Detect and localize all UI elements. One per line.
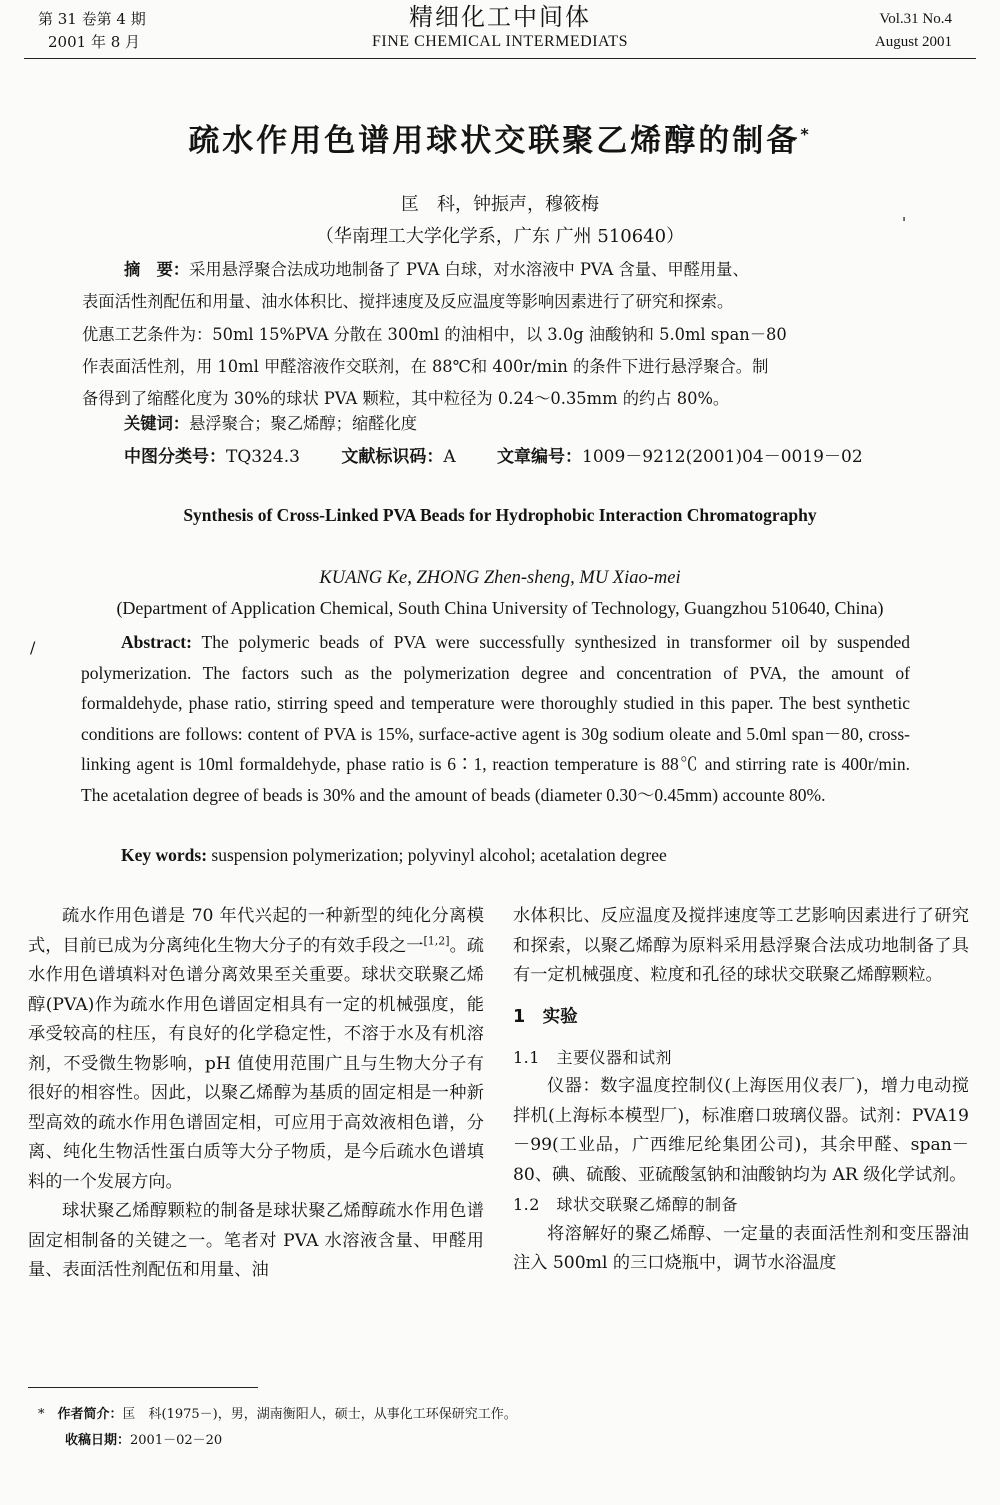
keywords-en	[121, 845, 667, 866]
clc-value: TQ324.3	[226, 447, 300, 467]
abstract-en-label: Abstract:	[121, 632, 192, 652]
keywords-cn	[124, 410, 417, 434]
abstract-cn-line: 表面活性剂配伍和用量、油水体积比、搅拌速度及反应温度等影响因素进行了研究和探索。	[82, 292, 734, 312]
authors-en: KUANG Ke, ZHONG Zhen-sheng, MU Xiao-mei	[319, 568, 681, 588]
footnote-author-label: 作者简介：	[57, 1407, 123, 1422]
paper-title-en: Synthesis of Cross-Linked PVA Beads for Hydrophobic Interaction Chromatography	[183, 505, 817, 525]
footnote-date-text: 2001－02－20	[130, 1433, 223, 1448]
affiliation-en: (Department of Application Chemical, South China University of Technology, Guangzhou 510640, China)	[116, 598, 884, 618]
abstract-cn-line: 备得到了缩醛化度为 30%的球状 PVA 颗粒，其中粒径为 0.24～0.35mm 的约占 80%。	[82, 389, 730, 409]
title-footnote-mark: *	[800, 124, 812, 144]
citation-ref: [1,2]	[423, 933, 450, 947]
abstract-en-text: The polymeric beads of PVA were successfully synthesized in transformer oil by suspended polymerization. The factors such as the polymerization degree and concentration of PVA, the amount of formaldehyde, phase ratio, stirring speed and temperature were thoroughly studied in this paper. The best synthetic conditions are follows: content of PVA is 15%, surface-active agent is 30g sodium oleate and 5.0ml span－80, cross-linking agent is 10ml formaldehyde, phase ratio is 6∶1, reaction temperature is 88℃ and stirring rate is 400r/min. The acetalation degree of beads is 30% and the amount of beads (diameter 0.30～0.45mm) accounte 80%.	[81, 632, 911, 805]
body-right-column	[513, 902, 969, 1279]
doc-code-value: A	[443, 447, 456, 467]
footnote-rule	[28, 1387, 258, 1388]
classification-line	[124, 442, 899, 467]
title-text: 疏水作用色谱用球状交联聚乙烯醇的制备	[188, 123, 801, 159]
footnote-mark: *	[38, 1407, 45, 1422]
body-paragraph: 球状聚乙烯醇颗粒的制备是球状聚乙烯醇疏水作用色谱固定相制备的关键之一。笔者对 PVA 水溶液含量、甲醛用量、表面活性剂配伍和用量、油	[28, 1201, 484, 1280]
authors-cn: 匡 科，钟振声，穆筱梅	[401, 194, 599, 215]
footnote	[38, 1402, 517, 1454]
abstract-cn-line: 优惠工艺条件为：50ml 15%PVA 分散在 300ml 的油相中，以 3.0g 油酸钠和 5.0ml span－80	[82, 324, 787, 344]
clc-label: 中图分类号：	[124, 447, 226, 467]
body-paragraph: 将溶解好的聚乙烯醇、一定量的表面活性剂和变压器油注入 500ml 的三口烧瓶中，调节水浴温度	[513, 1223, 969, 1273]
issue-date-en: August 2001	[874, 34, 952, 50]
abstract-cn-line: 摘 要：采用悬浮聚合法成功地制备了 PVA 白球，对水溶液中 PVA 含量、甲醛用量、	[124, 260, 749, 279]
volume-issue-en: Vol.31 No.4	[879, 11, 952, 27]
body-paragraph: 水体积比、反应温度及搅拌速度等工艺影响因素进行了研究和探索，以聚乙烯醇为原料采用悬浮聚合法成功地制备了具有一定机械强度、粒度和孔径的球状交联聚乙烯醇颗粒。	[513, 906, 969, 985]
abstract-cn-label: 摘 要：	[124, 260, 190, 279]
stray-mark-en: /	[30, 638, 36, 657]
keywords-en-label: Key words:	[121, 845, 208, 865]
issue-date: 2001 年 8 月	[48, 33, 141, 51]
doc-code-label: 文献标识码：	[341, 447, 444, 467]
issue-info-en	[875, 8, 952, 54]
subsection-heading: 1.2 球状交联聚乙烯醇的制备	[513, 1195, 738, 1214]
subsection-heading: 1.1 主要仪器和试剂	[513, 1047, 672, 1067]
journal-name-en: FINE CHEMICAL INTERMEDIATS	[372, 33, 628, 50]
section-heading: 1 实验	[513, 1006, 578, 1027]
footnote-date	[38, 1428, 517, 1454]
body-left-column	[28, 902, 484, 1286]
journal-name	[330, 2, 670, 52]
issue-info	[38, 8, 146, 54]
abstract-en	[81, 627, 910, 810]
journal-name-cn: 精细化工中间体	[409, 3, 591, 31]
keywords-cn-text: 悬浮聚合；聚乙烯醇；缩醛化度	[189, 414, 418, 433]
paper-title-cn	[0, 115, 1000, 160]
body-paragraph: 仪器：数字温度控制仪(上海医用仪表厂)，增力电动搅拌机(上海标本模型厂)，标准磨口玻璃仪器。试剂：PVA19－99(工业品，广西维尼纶集团公司)，其余甲醛、span－80、碘、硫酸、亚硫酸氢钠和油酸钠均为 AR 级化学试剂。	[513, 1076, 969, 1185]
body-paragraph: 疏水作用色谱是 70 年代兴起的一种新型的纯化分离模式，目前已成为分离纯化生物大分子的有效手段之一[1,2]。疏水作用色谱填料对色谱分离效果至关重要。球状交联聚乙烯醇(PVA)作为疏水作用色谱固定相具有一定的机械强度，能承受较高的柱压，有良好的化学稳定性，不溶于水及有机溶剂，不受微生物影响，pH 值使用范围广且与生物大分子有很好的相容性。因此，以聚乙烯醇为基质的固定相是一种新型高效的疏水作用色谱固定相，可应用于高效液相色谱，分离、纯化生物活性蛋白质等大分子物质，是今后疏水色谱填料的一个发展方向。	[28, 906, 484, 1192]
stray-mark: '	[902, 214, 907, 232]
affiliation-cn: （华南理工大学化学系，广东 广州 510640）	[315, 226, 685, 247]
header-rule	[24, 58, 976, 59]
article-no-label: 文章编号：	[497, 447, 583, 467]
volume-issue: 第 31 卷第 4 期	[38, 10, 146, 28]
footnote-author	[38, 1402, 517, 1428]
footnote-date-label: 收稿日期：	[65, 1433, 131, 1448]
keywords-cn-label: 关键词：	[124, 414, 190, 433]
keywords-en-text: suspension polymerization; polyvinyl alcohol; acetalation degree	[211, 845, 667, 865]
footnote-author-text: 匡 科(1975－)，男，湖南衡阳人，硕士，从事化工环保研究工作。	[122, 1407, 517, 1422]
abstract-cn-line: 作表面活性剂，用 10ml 甲醛溶液作交联剂，在 88℃和 400r/min 的条件下进行悬浮聚合。制	[82, 356, 769, 376]
article-no-value: 1009－9212(2001)04－0019－02	[582, 447, 863, 467]
abstract-cn	[82, 254, 912, 415]
